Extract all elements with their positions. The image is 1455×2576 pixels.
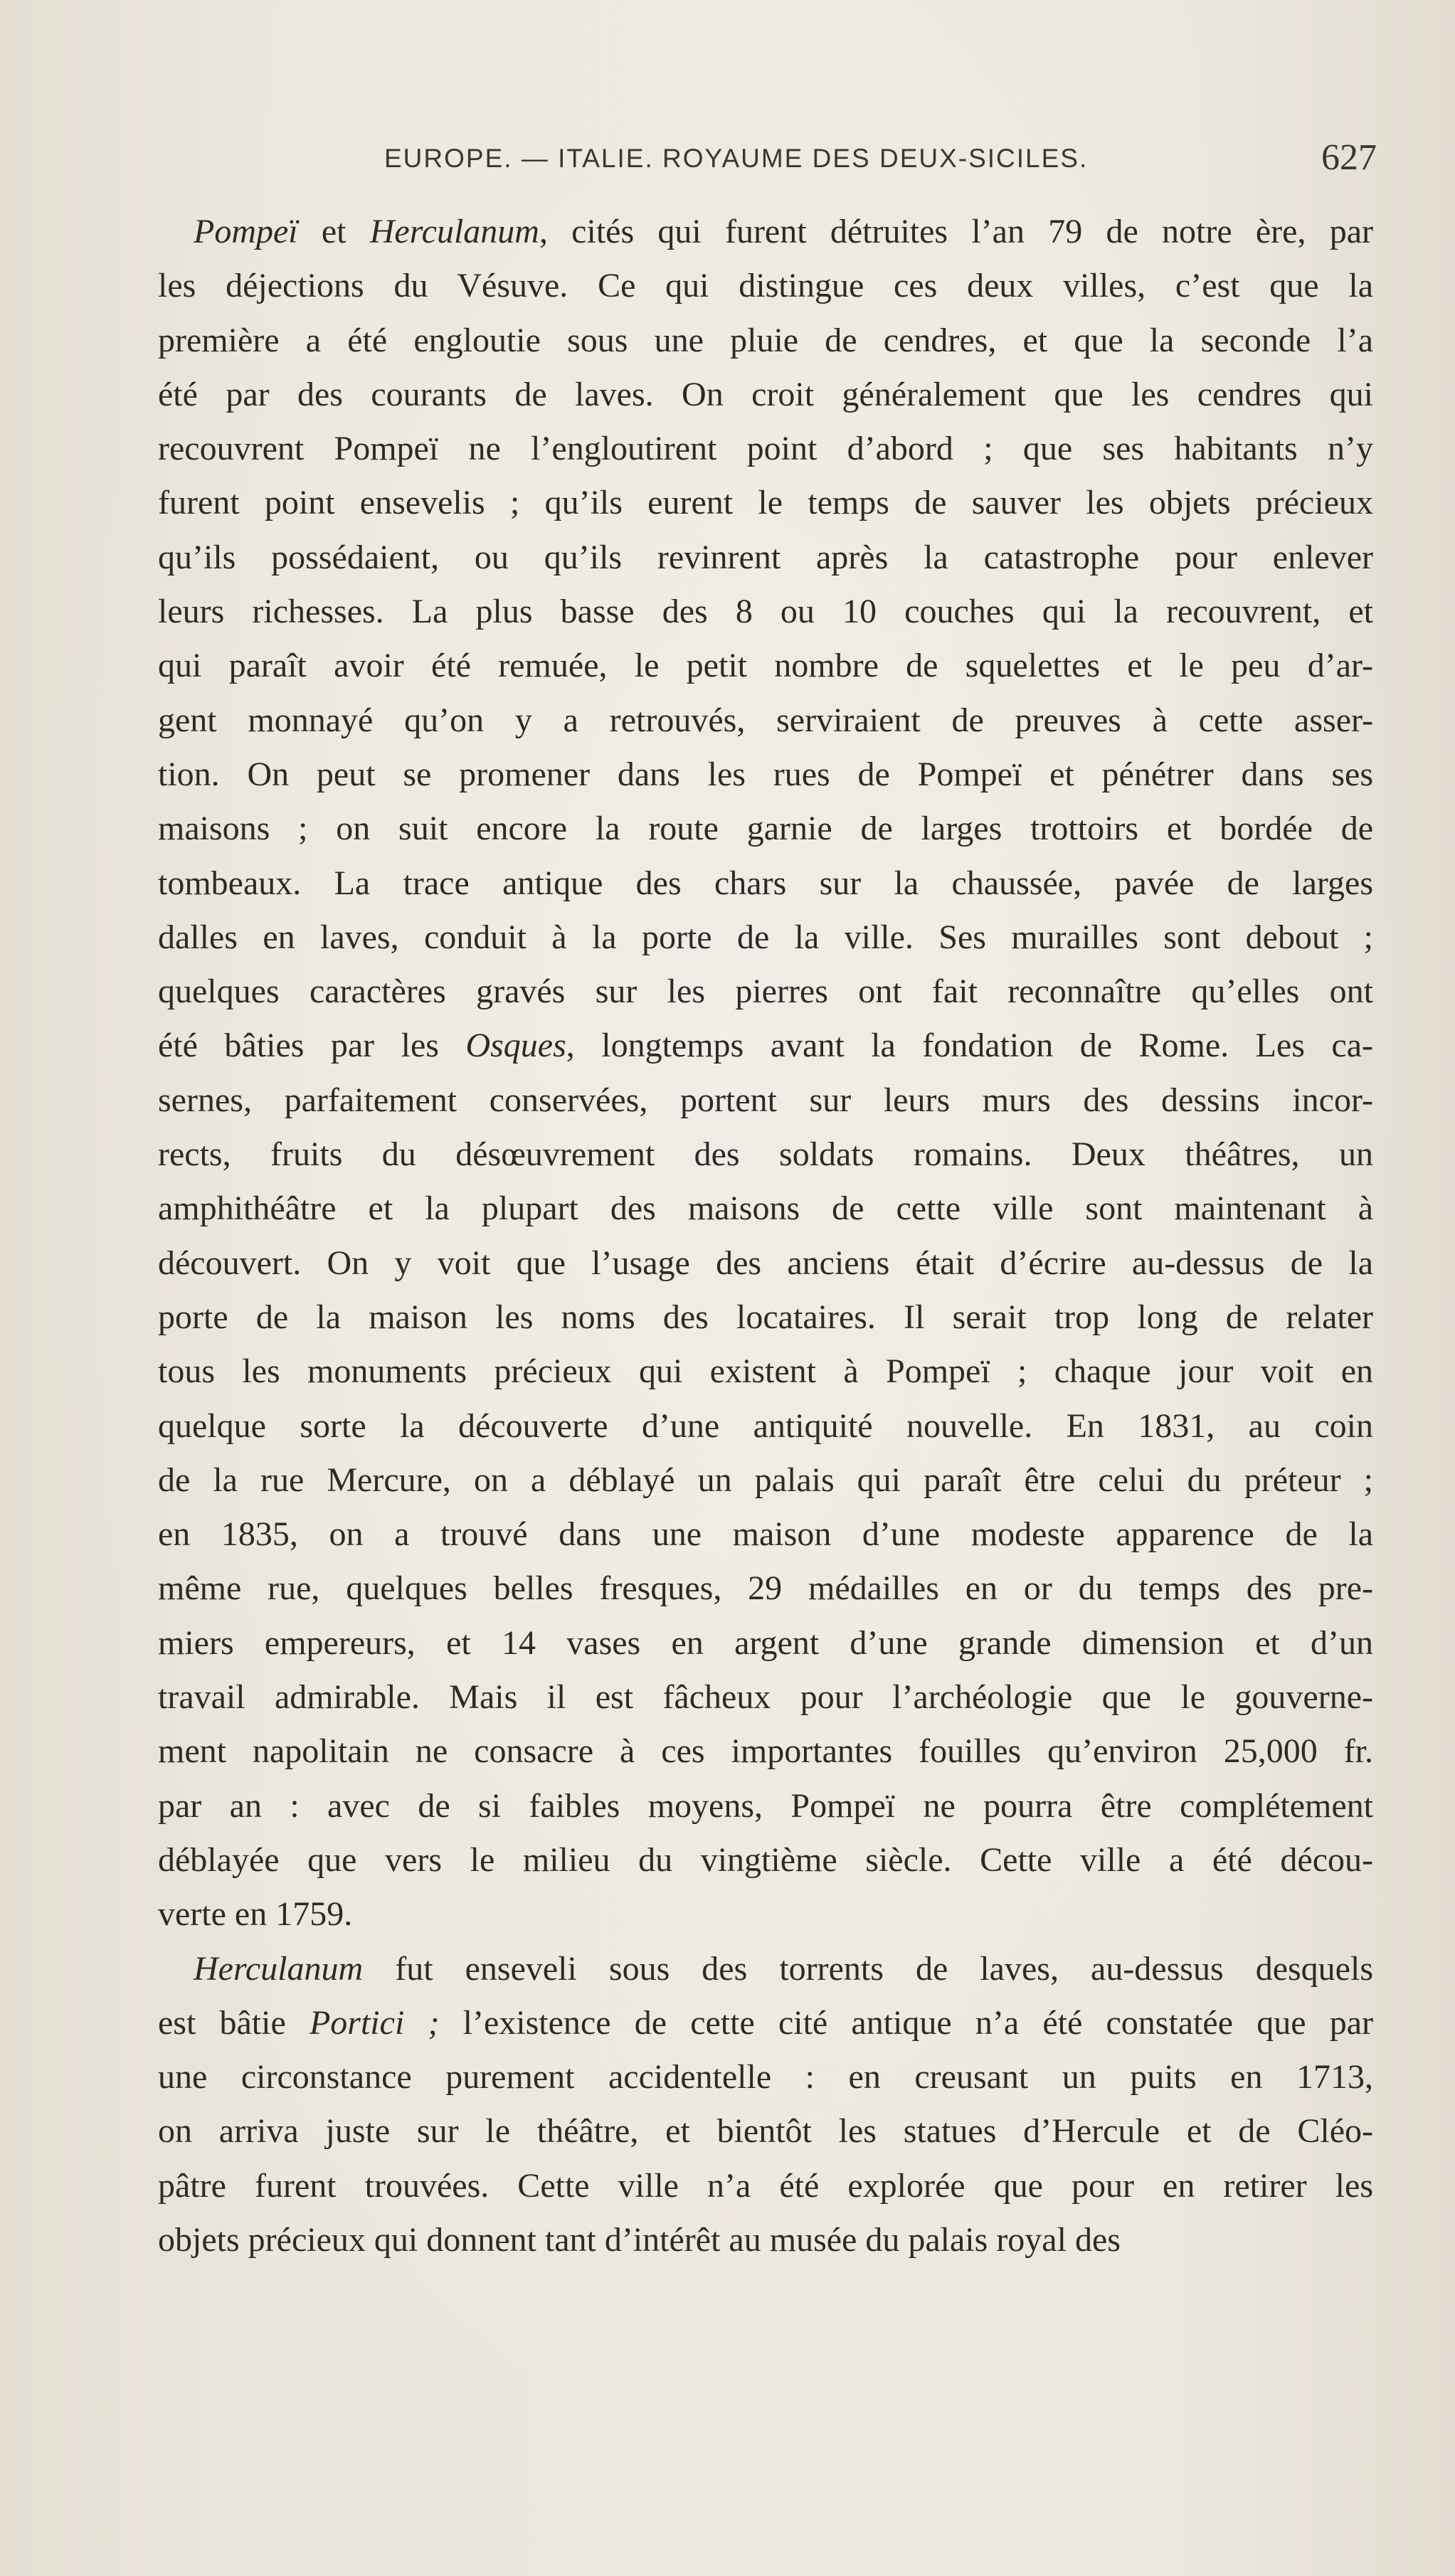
text-segment: même rue, quelques belles fresques, 29 médailles en or du temps des pre- bbox=[158, 1569, 1373, 1608]
text-segment: été par des courants de laves. On croit généralement que les cendres qui bbox=[158, 375, 1373, 413]
text-line bbox=[158, 2213, 1373, 2267]
running-header bbox=[384, 139, 1384, 182]
text-segment: et bbox=[297, 213, 370, 250]
text-segment: de la rue Mercure, on a déblayé un palais qui paraît être celui du préteur ; bbox=[158, 1461, 1373, 1499]
text-line bbox=[158, 1019, 1373, 1073]
text-segment: est bâtie bbox=[158, 2003, 309, 2042]
text-segment: ment napolitain ne consacre à ces importantes fouilles qu’environ 25,000 fr. bbox=[158, 1732, 1373, 1771]
text-segment: l’existence de cette cité antique n’a été constatée que par bbox=[439, 2003, 1373, 2042]
text-line bbox=[158, 1290, 1373, 1345]
text-segment: quelques caractères gravés sur les pierres ont fait reconnaître qu’elles ont bbox=[158, 972, 1373, 1011]
text-segment: par an : avec de si faibles moyens, Pompeï ne pourra être complétement bbox=[158, 1786, 1373, 1825]
text-line bbox=[158, 1833, 1373, 1887]
text-segment: amphithéâtre et la plupart des maisons de cette ville sont maintenant à bbox=[158, 1189, 1373, 1228]
text-line bbox=[158, 694, 1373, 748]
text-line bbox=[158, 1562, 1373, 1616]
text-line bbox=[158, 314, 1373, 368]
text-segment: été bâties par les bbox=[158, 1027, 466, 1065]
text-segment: objets précieux qui donnent tant d’intérêt au musée du palais royal des bbox=[158, 2220, 1121, 2259]
text-segment: déblayée que vers le milieu du vingtième siècle. Cette ville a été décou- bbox=[158, 1840, 1373, 1879]
text-line bbox=[158, 1996, 1373, 2050]
italic-term: Herculanum bbox=[369, 213, 539, 250]
text-line bbox=[158, 1670, 1373, 1724]
text-segment: travail admirable. Mais il est fâcheux pour l’archéologie que le gouverne- bbox=[158, 1678, 1373, 1717]
text-segment: rects, fruits du désœuvrement des soldats romains. Deux théâtres, un bbox=[158, 1135, 1373, 1174]
italic-term: Herculanum bbox=[194, 1949, 364, 1988]
text-line bbox=[158, 1942, 1373, 1996]
text-segment: fut enseveli sous des torrents de laves, au-dessus desquels bbox=[363, 1949, 1373, 1988]
text-segment: tous les monuments précieux qui existent à Pompeï ; chaque jour voit en bbox=[158, 1352, 1373, 1391]
text-segment: sernes, parfaitement conservées, portent sur leurs murs des dessins incor- bbox=[158, 1081, 1373, 1119]
text-line bbox=[158, 2159, 1373, 2213]
text-line bbox=[158, 1182, 1373, 1236]
text-segment: tombeaux. La trace antique des chars sur la chaussée, pavée de larges bbox=[158, 864, 1373, 902]
text-segment: qu’ils possédaient, ou qu’ils revinrent après la catastrophe pour enlever bbox=[158, 538, 1373, 576]
page-number: 627 bbox=[1321, 137, 1377, 178]
text-line bbox=[158, 2104, 1373, 2158]
text-line bbox=[158, 1616, 1373, 1670]
text-segment: , longtemps avant la fondation de Rome. Les ca- bbox=[566, 1027, 1373, 1065]
text-segment: tion. On peut se promener dans les rues de Pompeï et pénétrer dans ses bbox=[158, 755, 1373, 793]
text-line bbox=[158, 2050, 1373, 2104]
text-segment: en 1835, on a trouvé dans une maison d’une modeste apparence de la bbox=[158, 1515, 1373, 1554]
text-segment: gent monnayé qu’on y a retrouvés, serviraient de preuves à cette asser- bbox=[158, 701, 1373, 739]
text-line bbox=[158, 1128, 1373, 1182]
text-line bbox=[158, 259, 1373, 313]
text-line bbox=[158, 1887, 1373, 1941]
text-line bbox=[158, 1507, 1373, 1562]
text-segment: découvert. On y voit que l’usage des anciens était d’écrire au-dessus de la bbox=[158, 1244, 1373, 1282]
text-segment: maisons ; on suit encore la route garnie de larges trottoirs et bordée de bbox=[158, 810, 1373, 848]
paragraph bbox=[158, 1942, 1373, 2268]
text-line bbox=[158, 531, 1373, 585]
text-line bbox=[158, 1779, 1373, 1833]
text-line bbox=[158, 205, 1373, 259]
text-segment: on arriva juste sur le théâtre, et bientôt les statues d’Hercule et de Cléo- bbox=[158, 2112, 1373, 2151]
text-line bbox=[158, 1453, 1373, 1507]
text-line bbox=[158, 1345, 1373, 1399]
text-line bbox=[158, 585, 1373, 639]
text-segment: les déjections du Vésuve. Ce qui distingue ces deux villes, c’est que la bbox=[158, 267, 1373, 305]
paragraph bbox=[158, 205, 1373, 1942]
text-segment: , cités qui furent détruites l’an 79 de notre ère, par bbox=[539, 213, 1373, 250]
text-segment: première a été engloutie sous une pluie de cendres, et que la seconde l’a bbox=[158, 321, 1373, 359]
text-line bbox=[158, 802, 1373, 856]
text-line bbox=[158, 368, 1373, 422]
text-line bbox=[158, 476, 1373, 530]
text-line bbox=[158, 1236, 1373, 1290]
text-line bbox=[158, 422, 1373, 476]
text-segment: dalles en laves, conduit à la porte de la ville. Ses murailles sont debout ; bbox=[158, 918, 1373, 956]
text-segment: qui paraît avoir été remuée, le petit nombre de squelettes et le peu d’ar- bbox=[158, 647, 1373, 685]
text-segment: recouvrent Pompeï ne l’engloutirent point d’abord ; que ses habitants n’y bbox=[158, 430, 1373, 468]
italic-term: Pompeï bbox=[194, 213, 298, 250]
text-line bbox=[158, 639, 1373, 693]
text-line bbox=[158, 857, 1373, 911]
text-line bbox=[158, 911, 1373, 965]
text-segment: pâtre furent trouvées. Cette ville n’a été explorée que pour en retirer les bbox=[158, 2166, 1373, 2205]
text-line bbox=[158, 965, 1373, 1019]
text-segment: porte de la maison les noms des locataires. Il serait trop long de relater bbox=[158, 1298, 1373, 1336]
text-segment: leurs richesses. La plus basse des 8 ou 10 couches qui la recouvrent, et bbox=[158, 593, 1373, 631]
italic-term: Portici ; bbox=[309, 2003, 440, 2042]
italic-term: Osques bbox=[465, 1027, 566, 1065]
text-line bbox=[158, 1074, 1373, 1128]
body-text bbox=[158, 205, 1373, 2267]
text-segment: une circonstance purement accidentelle : en creusant un puits en 1713, bbox=[158, 2058, 1373, 2097]
header-title: EUROPE. — ITALIE. ROYAUME DES DEUX-SICILES. bbox=[384, 144, 1089, 173]
text-line bbox=[158, 748, 1373, 802]
text-line bbox=[158, 1724, 1373, 1779]
text-line bbox=[158, 1399, 1373, 1453]
text-segment: verte en 1759. bbox=[158, 1895, 353, 1934]
text-segment: quelque sorte la découverte d’une antiquité nouvelle. En 1831, au coin bbox=[158, 1406, 1373, 1445]
text-segment: furent point ensevelis ; qu’ils eurent le temps de sauver les objets précieux bbox=[158, 484, 1373, 522]
text-segment: miers empereurs, et 14 vases en argent d’une grande dimension et d’un bbox=[158, 1623, 1373, 1662]
